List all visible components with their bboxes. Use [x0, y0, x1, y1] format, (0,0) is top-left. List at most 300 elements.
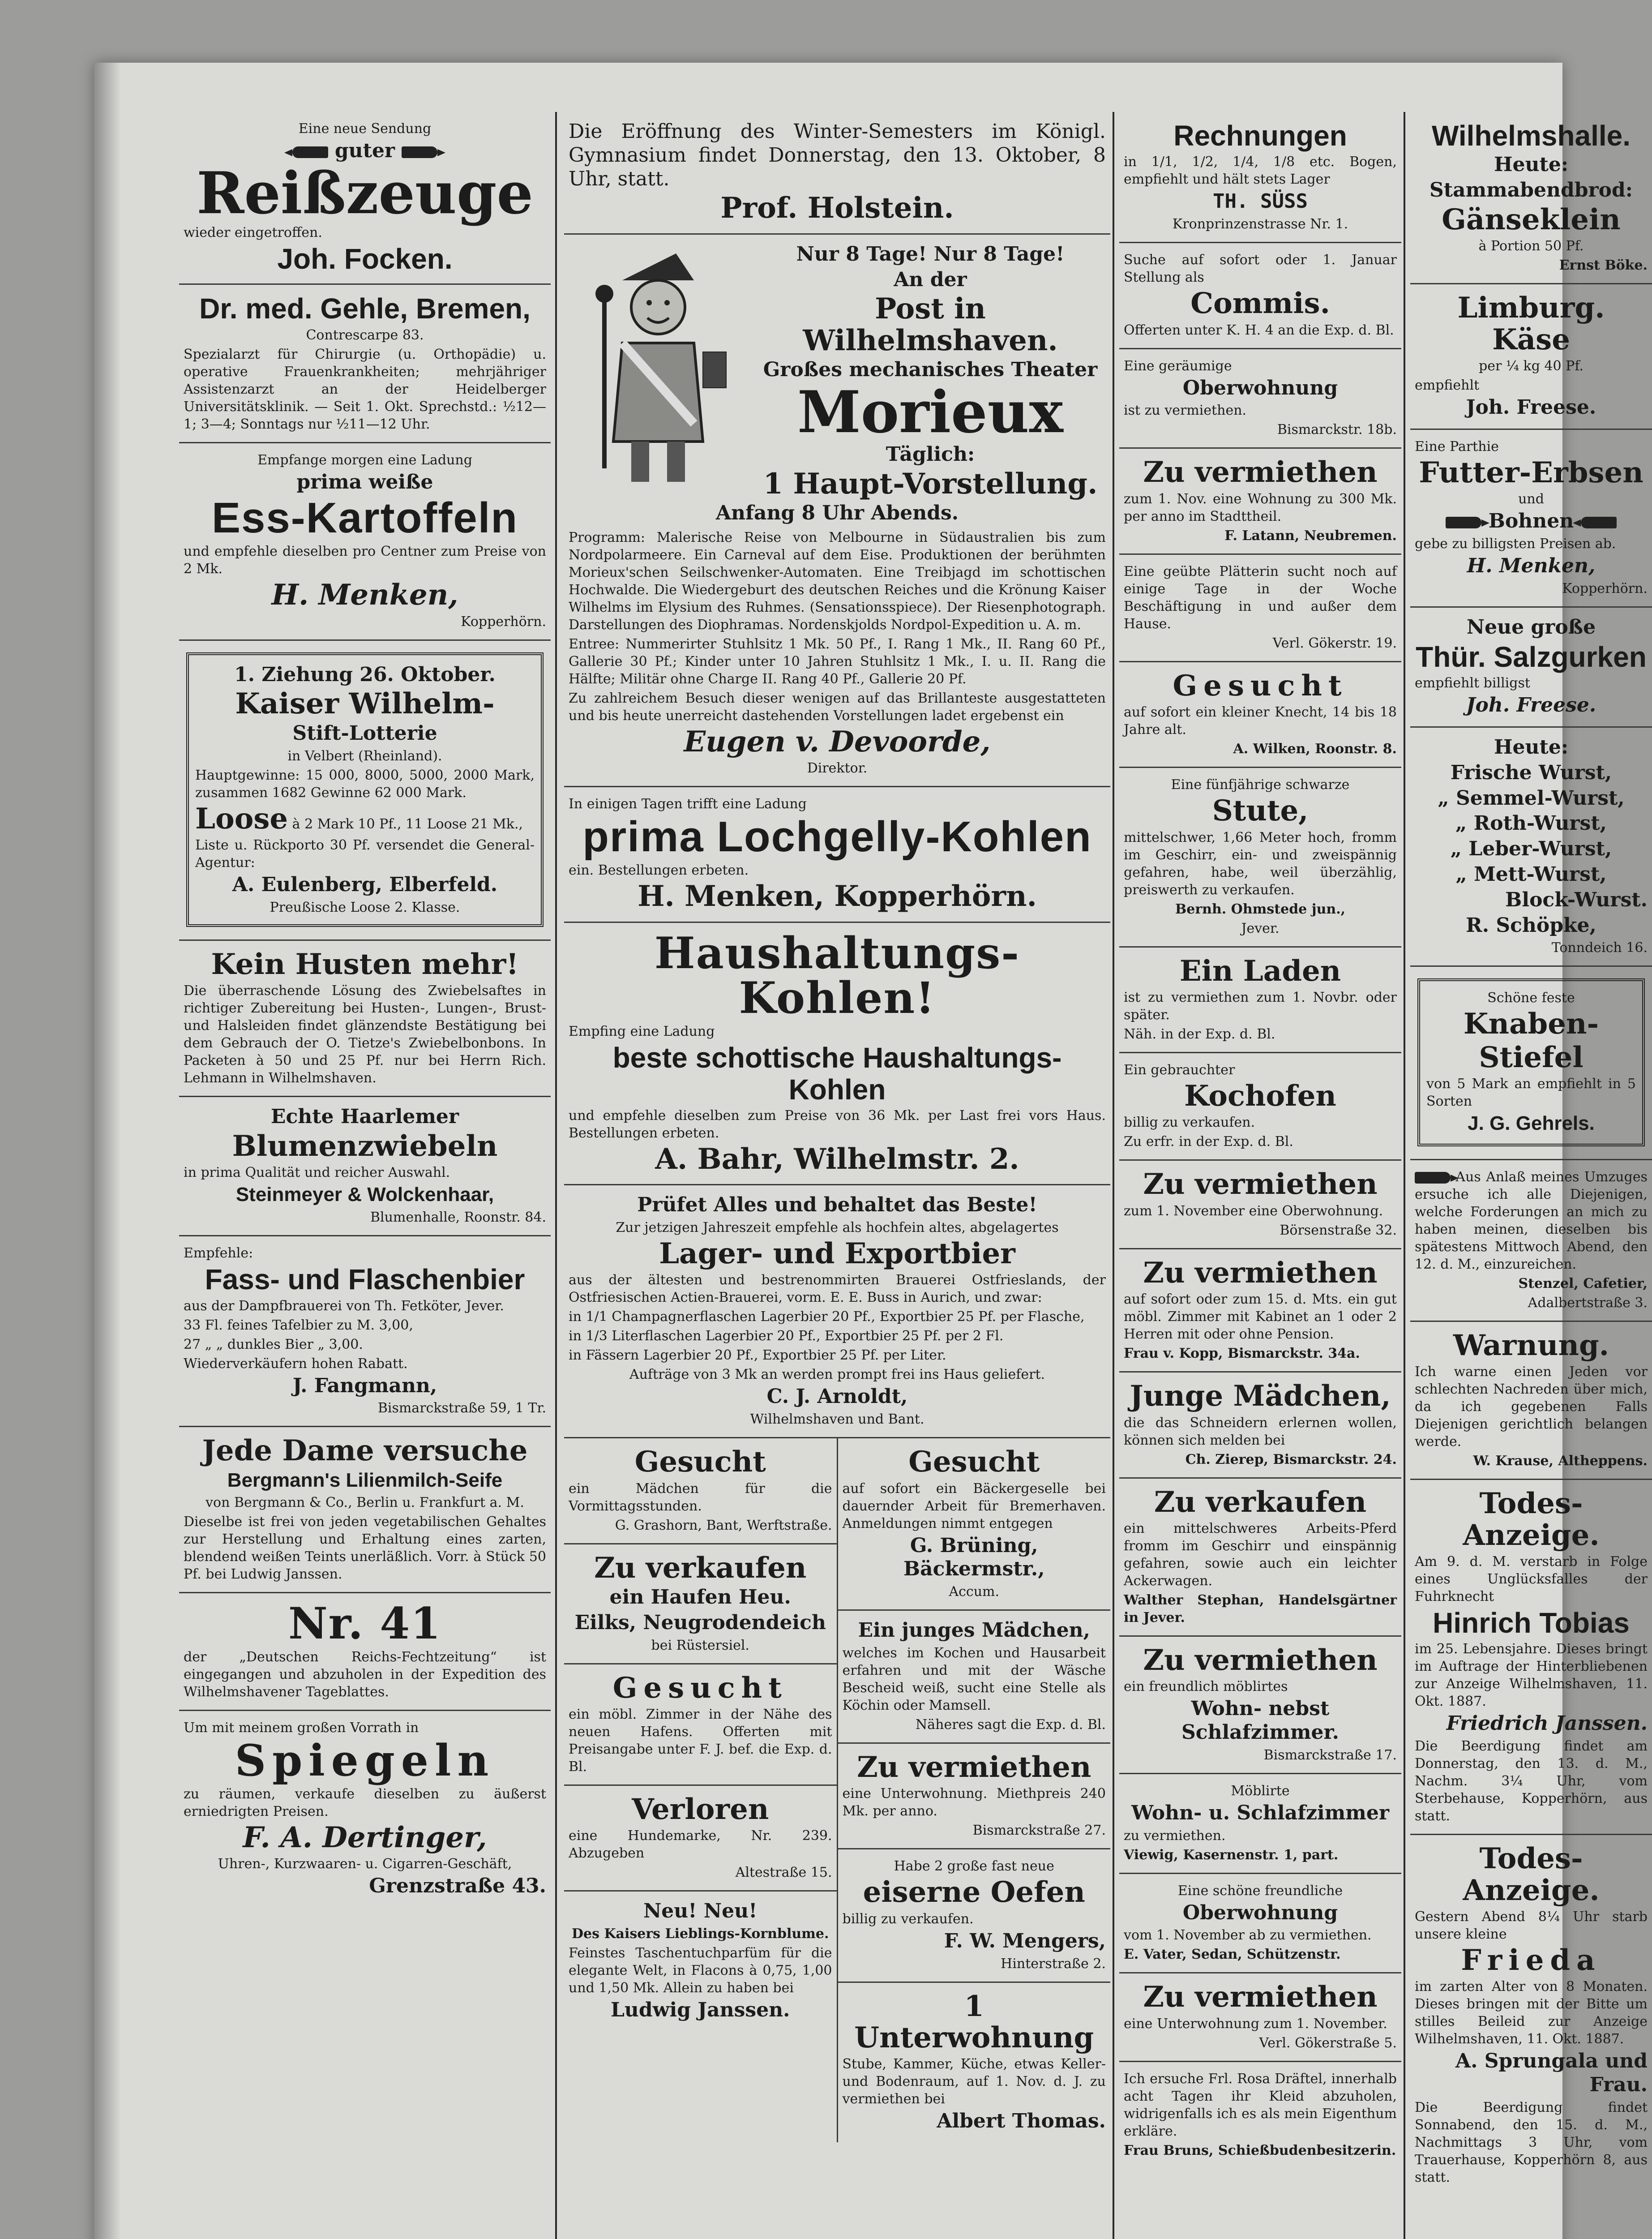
ad-text: Bismarckstraße 17. — [1263, 1747, 1397, 1763]
ad-text: Schöne feste — [1487, 990, 1575, 1006]
ad-text: guter — [334, 139, 395, 162]
ad-text: Eine geübte Plätterin sucht noch auf einige Tage in der Woche Beschäftigung in und außer dem Hause. — [1124, 563, 1397, 632]
ad-name: Hinrich Tobias — [1433, 1607, 1630, 1639]
ad-text: Ich warne einen Jeden vor schlechten Nachreden über mich, da ich gegebenen Falls Diejenigen gerichtlich belangen werde. — [1415, 1364, 1648, 1450]
ad-text: Habe 2 große fast neue — [894, 1858, 1054, 1874]
subcolumn-left — [564, 1438, 837, 2142]
ad-title: Blumenzwiebeln — [232, 1129, 498, 1163]
jester-figure-illustration — [569, 244, 748, 495]
ad-text: 33 Fl. feines Tafelbier zu M. 3,00, — [184, 1317, 413, 1333]
ad-gehle — [179, 285, 551, 443]
ad-text: Um mit meinem großen Vorrath in — [184, 1720, 419, 1736]
column-2 — [564, 112, 1110, 2239]
ad-title: Zu vermiethen — [1143, 1643, 1378, 1677]
ad-zv4 — [1119, 1637, 1401, 1774]
ad-name: Joh. Freese. — [1466, 694, 1596, 717]
ad-name: Eugen v. Devoorde, — [684, 725, 991, 759]
ad-text: Grenzstraße 43. — [369, 1874, 546, 1898]
ad-name: A. Bahr, Wilhelmstr. 2. — [655, 1142, 1019, 1176]
ad-husten — [179, 941, 551, 1097]
ad-text: à 2 Mark 10 Pf., 11 Loose 21 Mk., — [292, 816, 523, 832]
ad-text: eine Hundemarke, Nr. 239. Abzugeben — [569, 1828, 832, 1862]
ad-text: Eine fünfjährige schwarze — [1171, 777, 1350, 793]
ad-title: Kochofen — [1184, 1079, 1336, 1113]
ad-text: ein. Bestellungen erbeten. — [569, 862, 749, 879]
ad-stute — [1119, 768, 1401, 947]
ad-text: Börsenstraße 32. — [1280, 1222, 1397, 1238]
ad-title: Bohnen — [1488, 510, 1574, 533]
ad-text: eine Unterwohnung. Miethpreis 240 Mk. per anno. — [842, 1786, 1106, 1819]
ad-name: H. Menken, — [271, 578, 458, 612]
ad-text: Aus Anlaß meines Umzuges ersuche ich alle Diejenigen, welche Forderungen an mich zu haben meinen, dieselben bis spätestens Mittwoch Abend, den 12. d. M., einzureichen. — [1415, 1169, 1648, 1272]
ad-text: in 1/3 Literflaschen Lagerbier 20 Pf., Exportbier 25 Pf. per 2 Fl. — [569, 1328, 1004, 1344]
ad-kochofen — [1119, 1053, 1401, 1161]
ad-title: Junge Mädchen, — [1130, 1379, 1391, 1413]
ad-text: und — [1518, 491, 1544, 507]
ad-name: F. A. Dertinger, — [243, 1821, 487, 1855]
ad-title: Dr. med. Gehle, Bremen, — [199, 292, 531, 325]
ad-haushalt — [564, 923, 1110, 1186]
ad-text: ein möbl. Zimmer in der Nähe des neuen Hafens. Offerten mit Preisangabe unter F. J. bef. die Exp. d. Bl. — [569, 1707, 832, 1775]
ad-text: Die Beerdigung findet am Donnerstag, den 13. d. M., Nachm. 3¼ Uhr, vom Sterbehause, Kopperhörn, aus statt. — [1415, 1738, 1648, 1824]
ad-text: Contrescarpe 83. — [306, 327, 424, 343]
ad-plaetterin — [1119, 555, 1401, 662]
ad-name: Frieda — [1461, 1943, 1601, 1977]
ad-text: vom 1. November ab zu vermiethen. — [1124, 1927, 1372, 1943]
ad-text: auf sofort oder zum 15. d. Mts. ein gut möbl. Zimmer mit Kabinet an 1 oder 2 Herren mit oder ohne Pension. — [1124, 1291, 1397, 1343]
ad-bier — [179, 1236, 551, 1427]
column-rule — [1404, 112, 1405, 2239]
ad-title: Gesucht — [908, 1445, 1040, 1479]
ad-text: empfiehlt — [1415, 377, 1480, 394]
ad-text: Neue große — [1466, 615, 1596, 639]
ad-text: billig zu verkaufen. — [1124, 1115, 1255, 1131]
ad-text: zum 1. Nov. eine Wohnung zu 300 Mk. per anno im Stadttheil. — [1124, 491, 1397, 524]
ad-text: von 5 Mark an empfiehlt in 5 Sorten — [1426, 1076, 1636, 1110]
ad-title: Loose — [195, 802, 288, 836]
ad-text: 1. Ziehung 26. Oktober. — [234, 663, 496, 686]
ad-reisszeuge — [179, 112, 551, 285]
ad-title: Gesucht — [1173, 669, 1348, 703]
ad-title: 1 Haupt-Vorstellung. — [763, 467, 1098, 501]
ad-text: In einigen Tagen trifft eine Ladung — [569, 796, 807, 812]
ad-text: Nur 8 Tage! Nur 8 Tage! — [796, 242, 1065, 266]
ad-title: Zu vermiethen — [1143, 1980, 1378, 2014]
ad-blumen — [179, 1097, 551, 1236]
ad-kornblume — [564, 1892, 837, 2031]
ad-title: Gesucht — [612, 1671, 788, 1705]
stiefel-box — [1417, 978, 1645, 1146]
jester-figure-image — [569, 244, 748, 495]
ad-heu — [564, 1544, 837, 1664]
ad-text: Tonndeich 16. — [1551, 940, 1648, 956]
ad-title: Futter-Erbsen — [1419, 455, 1643, 489]
ad-text: Blumenhalle, Roonstr. 84. — [370, 1210, 546, 1226]
ad-theater — [564, 235, 1110, 788]
ad-tod1 — [1410, 1480, 1652, 1835]
ad-text: Stube, Kammer, Küche, etwas Keller- und Bodenraum, auf 1. Nov. d. J. zu vermiethen bei — [842, 2056, 1106, 2107]
ad-text: der „Deutschen Reichs-Fechtzeitung“ ist eingegangen und abzuholen in der Expedition des Wilhelmshavener Tageblattes. — [184, 1649, 546, 1700]
ad-title: Ein Laden — [1179, 954, 1341, 988]
ad-text: Stift-Lotterie — [292, 721, 437, 745]
ad-text: Zu erfr. in der Exp. d. Bl. — [1124, 1134, 1293, 1150]
ad-line — [1415, 510, 1648, 533]
ad-text: ein Haufen Heu. — [609, 1586, 791, 1609]
ad-name: Frau Bruns, Schießbudenbesitzerin. — [1124, 2142, 1396, 2158]
ad-text: Suche auf sofort oder 1. Januar Stellung als — [1124, 252, 1397, 286]
newspaper-page — [94, 63, 1648, 2239]
column-rule — [1113, 112, 1114, 2239]
ad-name: TH. SÜSS — [1213, 190, 1308, 213]
ad-name: Steinmeyer & Wolckenhaar, — [235, 1184, 494, 1206]
column-4 — [1410, 112, 1652, 2239]
ad-knecht — [1119, 662, 1401, 768]
ad-name: Friedrich Janssen. — [1446, 1712, 1648, 1735]
ad-title: Gesucht — [634, 1445, 766, 1479]
ad-text: Liste u. Rückporto 30 Pf. versendet die General-Agentur: — [195, 837, 535, 871]
ad-text: ist zu vermiethen zum 1. Novbr. oder später. — [1124, 989, 1397, 1023]
ad-anlass — [1410, 1160, 1652, 1322]
ad-title: Verloren — [632, 1793, 769, 1827]
ad-text: Offerten unter K. H. 4 an die Exp. d. Bl. — [1124, 322, 1394, 338]
ad-text: prima weiße — [296, 470, 433, 493]
ad-text: Dieselbe ist frei von jeden vegetabilischen Gehaltes zur Herstellung und Erhaltung eines zarten, blendend weißen Teints unerläßlich. Vorr. à Stück 50 Pf. bei Ludwig Janssen. — [184, 1514, 546, 1583]
ad-text: bei Rüstersiel. — [651, 1637, 749, 1653]
ad-zimmer — [564, 1664, 837, 1786]
ad-text: und empfehle dieselben pro Centner zum Preise von 2 Mk. — [184, 544, 546, 577]
ad-text: Empfange morgen eine Ladung — [257, 452, 472, 468]
wurst-item: „ Mett-Wurst, — [1455, 862, 1607, 886]
ad-text: in 1/1, 1/2, 1/4, 1/8 etc. Bogen, empfiehlt und hält stets Lager — [1124, 154, 1397, 188]
ad-text: von Bergmann & Co., Berlin u. Frankfurt a. M. — [205, 1495, 524, 1511]
ad-name: Albert Thomas. — [937, 2110, 1106, 2133]
ad-title: Zu vermiethen — [857, 1750, 1091, 1784]
ad-text: Die Beerdigung findet Sonnabend, den 15. d. M., Nachmittags 3 Uhr, vom Trauerhause, Kopperhörn 8, aus statt. — [1415, 2100, 1648, 2185]
ad-kaese — [1410, 284, 1652, 430]
subcolumn-right — [837, 1438, 1111, 2142]
ad-text: Preußische Loose 2. Klasse. — [270, 899, 460, 915]
ad-name: W. Krause, Altheppens. — [1473, 1453, 1648, 1469]
ad-name: G. Brüning, Bäckermstr., — [903, 1534, 1045, 1581]
ad-text: ein Mädchen für die Vormittagsstunden. — [569, 1480, 832, 1514]
wurst-item: „ Leber-Wurst, — [1450, 837, 1612, 861]
ad-kartoffeln — [179, 443, 551, 641]
ad-zv2 — [1119, 1161, 1401, 1249]
ad-text: Eine neue Sendung — [298, 121, 432, 137]
ad-text: Kopperhörn. — [1562, 580, 1648, 596]
ad-title: Lager- und Exportbier — [659, 1237, 1015, 1271]
ad-title: Todes-Anzeige. — [1463, 1487, 1600, 1552]
ad-text: Großes mechanisches Theater — [763, 358, 1098, 382]
ad-text: Näh. in der Exp. d. Bl. — [1124, 1026, 1275, 1042]
ad-name: J. Fangmann, — [292, 1374, 437, 1397]
ad-text: die das Schneidern erlernen wollen, können sich melden bei — [1124, 1415, 1397, 1448]
ad-text: ein mittelschweres Arbeits-Pferd fromm im Geschirr und einspännig gefahren, sowie auch ein leichter Ackerwagen. — [1124, 1520, 1397, 1589]
ad-text: Anfang 8 Uhr Abends. — [715, 502, 959, 525]
ad-text: Täglich: — [886, 442, 975, 466]
ad-text: Bismarckstraße 27. — [972, 1823, 1106, 1839]
ad-text: Gestern Abend 8¼ Uhr starb unsere kleine — [1415, 1909, 1648, 1943]
ad-gymnasium — [564, 112, 1110, 235]
pointing-hand-icon — [1415, 1172, 1451, 1184]
ad-text: in Velbert (Rheinland). — [287, 748, 442, 764]
ad-zv3 — [1119, 1249, 1401, 1373]
ad-title: Thür. Salzgurken — [1416, 640, 1647, 673]
ad-text: Stammabendbrod: — [1429, 179, 1633, 202]
ad-title: Stiefel — [1479, 1040, 1584, 1074]
ad-ober — [1119, 349, 1401, 449]
ad-exportbier — [564, 1185, 1110, 1438]
column-rule — [555, 112, 557, 2239]
ad-name: A. Wilken, Roonstr. 8. — [1233, 741, 1397, 757]
ad-moebl — [1119, 1774, 1401, 1874]
ad-title: Zu vermiethen — [1143, 1256, 1378, 1290]
ad-title: Wohn- u. Schlafzimmer — [1131, 1801, 1390, 1824]
ad-name: J. G. Gehrels. — [1468, 1112, 1595, 1135]
ad-laden — [1119, 948, 1401, 1053]
ad-text: ein freundlich möblirtes — [1124, 1679, 1288, 1695]
ad-text: zum 1. November eine Oberwohnung. — [1124, 1203, 1383, 1219]
ad-commis — [1119, 243, 1401, 349]
wurst-item: „ Semmel-Wurst, — [1438, 786, 1625, 810]
ad-name: Joh. Freese. — [1466, 396, 1596, 419]
ad-unterw2 — [838, 1983, 1111, 2143]
ad-text: Eine Parthie — [1415, 438, 1499, 455]
ad-text: Am 9. d. M. verstarb in Folge eines Unglücksfalles der Fuhrknecht — [1415, 1554, 1648, 1605]
ad-text: An der — [894, 268, 967, 291]
ad-schneidern — [1119, 1373, 1401, 1478]
ad-name: Bernh. Ohmstede jun., — [1175, 901, 1346, 917]
ad-text: Hauptgewinne: 15 000, 8000, 5000, 2000 Mark, zusammen 1682 Gewinne 62 000 Mark. — [195, 767, 535, 801]
ad-text: Heute: — [1494, 153, 1569, 176]
pointing-hand-icon — [402, 146, 437, 158]
ad-verloren — [564, 1786, 837, 1892]
ad-name: G. Grashorn, Bant, Werftstraße. — [615, 1517, 832, 1533]
ad-title: Prüfet Alles und behaltet das Beste! — [637, 1193, 1037, 1217]
ad-text: aus der Dampfbrauerei von Th. Fetköter, Jever. — [184, 1298, 504, 1314]
ad-title: Todes-Anzeige. — [1463, 1842, 1600, 1907]
pointing-hand-icon — [292, 146, 328, 158]
ad-title: Spiegeln — [235, 1735, 495, 1786]
ad-text: Direktor. — [807, 760, 868, 776]
ad-text: Heute: — [1494, 735, 1569, 759]
ad-name: Stenzel, Cafetier, — [1518, 1275, 1648, 1291]
ad-title: Zu vermiethen — [1143, 455, 1378, 489]
ad-title: Stute, — [1212, 794, 1309, 828]
ad-text: Möblirte — [1231, 1783, 1290, 1799]
ad-text: Ein gebrauchter — [1124, 1062, 1235, 1078]
ad-title: Post in Wilhelmshaven. — [803, 292, 1058, 357]
ad-text: Zur jetzigen Jahreszeit empfehle als hochfein altes, abgelagertes — [616, 1220, 1059, 1236]
ad-title: Zu verkaufen — [1154, 1485, 1367, 1519]
column-3 — [1119, 112, 1401, 2239]
ad-title: Fass- und Flaschenbier — [205, 1263, 525, 1296]
ad-text: in prima Qualität und reicher Auswahl. — [184, 1165, 450, 1181]
ad-text: Accum. — [949, 1584, 1000, 1600]
ad-text: Kopperhörn. — [461, 613, 546, 630]
ad-text: Empfing eine Ladung — [569, 1024, 715, 1040]
ad-gesucht2 — [838, 1438, 1111, 1611]
ad-title: Kaiser Wilhelm- — [235, 687, 495, 721]
ad-text: Zu zahlreichem Besuch dieser wenigen auf das Brillanteste ausgestatteten und bis heute unerreicht dastehenden Vorstellungen ladet ergebenst ein — [569, 690, 1106, 724]
ad-text: gebe zu billigsten Preisen ab. — [1415, 536, 1616, 552]
ad-text: 27 „ „ dunkles Bier „ 3,00. — [184, 1336, 363, 1352]
ad-title: Commis. — [1190, 287, 1330, 321]
ad-lotterie — [179, 641, 551, 941]
ad-text: ist zu vermiethen. — [1124, 403, 1247, 419]
ad-text: mittelschwer, 1,66 Meter hoch, fromm im Geschirr, ein- und zweispännig gefahren, habe, weil überzählig, preiswerth zu verkaufen. — [1124, 829, 1397, 898]
ad-wurst — [1410, 728, 1652, 967]
ad-text: auf sofort ein Bäckergeselle bei dauernder Arbeit für Bremerhaven. Anmeldungen nimmt entgegen — [842, 1480, 1106, 1531]
ad-text: Spezialarzt für Chirurgie (u. Orthopädie) u. operative Frauenkrankheiten; mehrjähriger Assistenzarzt an der Heidelberger Universitätsklinik. — Seit 1. Okt. Sprechstd.: ½12—1; 3—4; Sonntags nur ½11—12 Uhr. — [184, 346, 546, 432]
ad-title: prima Lochgelly-Kohlen — [582, 813, 1092, 861]
lotterie-box — [186, 652, 544, 927]
ad-text: eine Unterwohnung zum 1. November. — [1124, 2016, 1387, 2032]
ad-spiegeln — [179, 1711, 551, 1907]
ad-rechnungen — [1119, 112, 1401, 243]
ad-title: Zu vermiethen — [1143, 1167, 1378, 1201]
ad-line — [1415, 1168, 1648, 1273]
ad-text: im 25. Lebensjahre. Dieses bringt im Auftrage der Hinterbliebenen zur Anzeige Wilhelmshaven, 11. Okt. 1887. — [1415, 1641, 1648, 1710]
ad-name: Eilks, Neugrodendeich — [574, 1611, 826, 1634]
ad-title: Nr. 41 — [288, 1598, 441, 1649]
ad-title: Jede Dame versuche — [202, 1434, 528, 1468]
ad-text: Aufträge von 3 Mk an werden prompt frei ins Haus geliefert. — [629, 1367, 1045, 1383]
ad-text: Entree: Nummerirter Stuhlsitz 1 Mk. 50 Pf., I. Rang 1 Mk., II. Rang 60 Pf., Gallerie 30 Pf.; Kinder unter 10 Jahren Stuhlsitz 1 Mk., I. u. II. Rang die Hälfte; Militär ohne Charge II. Rang 40 Pf., Gallerie 20 Pf. — [569, 636, 1106, 687]
ad-text: Hinterstraße 2. — [1001, 1956, 1106, 1972]
ad-name: F. W. Mengers, — [944, 1929, 1106, 1952]
ad-text: Bergmann's Lilienmilch-Seife — [227, 1469, 503, 1491]
ad-name: Frau v. Kopp, Bismarckstr. 34a. — [1124, 1346, 1360, 1362]
ad-oefen — [838, 1849, 1111, 1982]
ad-title: Rechnungen — [1173, 120, 1347, 152]
ad-text: Wohn- nebst Schlafzimmer. — [1181, 1697, 1339, 1744]
ad-text: Programm: Malerische Reise von Melbourne in Südaustralien bis zum Nordpolarmeere. Ein Carneval auf dem Eise. Produktionen der berühmten Morieux'schen Seilschwenker-Automaten. Eine Treibjagd im schottischen Hochwalde. Die Wiedergeburt des deutschen Reiches und die Krönung Kaiser Wilhelms im Elysium des Ruhmes. (Sensationsspiece). Der Riesenphotograph. Darstellungen des Diophramas. Nordenskjolds Nordpol-Expedition u. A. m. — [569, 529, 1106, 633]
ad-name: Ludwig Janssen. — [610, 1999, 790, 2022]
ad-text: per ¼ kg 40 Pf. — [1479, 358, 1584, 374]
ad-name: Walther Stephan, Handelsgärtner in Jever. — [1124, 1592, 1397, 1626]
column-1 — [179, 112, 551, 2239]
ad-text: Verl. Gökerstr. 19. — [1272, 635, 1397, 651]
ad-line — [195, 803, 535, 835]
ad-name: R. Schöpke, — [1466, 914, 1596, 937]
ad-text: Bismarckstraße 59, 1 Tr. — [377, 1400, 546, 1416]
wurst-item: Frische Wurst, — [1450, 761, 1612, 784]
ad-name: E. Vater, Sedan, Schützenstr. — [1124, 1947, 1341, 1963]
two-col-block — [564, 1438, 1110, 2142]
ad-text: Eine schöne freundliche — [1177, 1883, 1343, 1899]
ad-name: Ernst Böke. — [1559, 257, 1648, 274]
ad-text: Eine geräumige — [1124, 358, 1232, 374]
wurst-item: „ Roth-Wurst, — [1455, 812, 1607, 835]
ad-title: Zu verkaufen — [594, 1551, 807, 1585]
ad-lochgelly — [564, 787, 1110, 922]
ad-gurken — [1410, 608, 1652, 728]
ad-name: A. Eulenberg, Elberfeld. — [232, 873, 498, 896]
ad-text: Uhren-, Kurzwaaren- u. Cigarren-Geschäft, — [218, 1856, 512, 1872]
ad-tod2 — [1410, 1835, 1652, 2195]
ad-text: Näheres sagt die Exp. d. Bl. — [916, 1717, 1106, 1733]
ad-title: Morieux — [797, 378, 1063, 446]
ad-text: Feinstes Taschentuchparfüm für die elegante Welt, in Flacons à 0,75, 1,00 und 1,50 Mk. Allein zu haben bei — [569, 1945, 832, 1996]
ad-text: und empfehle dieselben zum Preise von 36 Mk. per Last frei vors Haus. Bestellungen erbeten. — [569, 1107, 1106, 1141]
ad-zv1 — [1119, 449, 1401, 554]
ad-title: beste schottische Haushaltungs-Kohlen — [612, 1042, 1062, 1106]
ad-title: Haushaltungs-Kohlen! — [654, 927, 1020, 1024]
ad-title: Oberwohnung — [1182, 1901, 1338, 1924]
ad-text: Empfehle: — [184, 1245, 253, 1261]
ad-wilhelmshalle — [1410, 112, 1652, 284]
ad-title: Gänseklein — [1442, 202, 1621, 236]
ad-text: Wiederverkäufern hohen Rabatt. — [184, 1355, 408, 1372]
ad-title: Wilhelmshalle. — [1432, 120, 1631, 152]
ad-text: Altestraße 15. — [735, 1865, 832, 1881]
ad-text: billig zu verkaufen. — [842, 1911, 974, 1927]
ad-title: Limburg. Käse — [1457, 291, 1605, 356]
ad-text: Kronprinzenstrasse Nr. 1. — [1172, 216, 1348, 232]
ad-nr41 — [179, 1593, 551, 1711]
ad-text: zu vermiethen. — [1124, 1827, 1226, 1844]
ad-line — [184, 139, 546, 163]
ad-text: Die Eröffnung des Winter-Semesters im Königl. Gymnasium findet Donnerstag, den 13. Oktober, 8 Uhr, statt. — [569, 120, 1106, 190]
ad-title: Kein Husten mehr! — [211, 947, 519, 981]
ad-text: aus der ältesten und bestrenommirten Brauerei Ostfrieslands, der Ostfriesischen Actien-Brauerei, vorm. E. E. Buss in Aurich, und zwar: — [569, 1272, 1106, 1306]
ad-title: Ein junges Mädchen, — [858, 1619, 1090, 1642]
ad-name: A. Sprungala und Frau. — [1455, 2050, 1648, 2097]
ad-erbsen — [1410, 430, 1652, 608]
pointing-hand-icon — [1446, 517, 1481, 528]
ad-ober2 — [1119, 1874, 1401, 1974]
ad-title: Des Kaisers Lieblings-Kornblume. — [572, 1926, 829, 1942]
ad-text: Echte Haarlemer — [270, 1105, 459, 1128]
ad-text: Bismarckstr. 18b. — [1277, 422, 1397, 438]
ad-text: Jever. — [1241, 920, 1280, 936]
ad-text: Wilhelmshaven und Bant. — [750, 1411, 924, 1428]
ad-text: im zarten Alter von 8 Monaten. Dieses bringen mit der Bitte um stilles Beileid zur Anzeige Wilhelmshaven, 11. Okt. 1887. — [1415, 1979, 1648, 2047]
ad-text: à Portion 50 Pf. — [1478, 238, 1584, 254]
ad-title: Knaben- — [1463, 1007, 1599, 1041]
ad-title: 1 Unterwohnung — [854, 1989, 1094, 2055]
ad-text: Die überraschende Lösung des Zwiebelsaftes in richtiger Zubereitung bei Husten-, Lungen-, Brust- und Halsleiden findet glänzendste Bestätigung bei dem Gebrauch der O. Tietze's Zwiebelbonbons. In Packeten à 50 und 25 Pf. nur bei Herrn Rich. Lehmann in Wilhelmshaven. — [184, 983, 546, 1086]
ad-name: Prof. Holstein. — [720, 191, 954, 225]
ad-name: H. Menken, — [1467, 554, 1596, 578]
ad-title: Oberwohnung — [1182, 376, 1338, 399]
ad-name: Ch. Zierep, Bismarckstr. 24. — [1185, 1451, 1397, 1467]
ad-text: in Fässern Lagerbier 20 Pf., Exportbier 25 Pf. per Liter. — [569, 1347, 946, 1364]
ad-gesucht1 — [564, 1438, 837, 1544]
ad-title: eiserne Oefen — [863, 1875, 1085, 1909]
ad-text: Ich ersuche Frl. Rosa Dräftel, innerhalb acht Tagen ihr Kleid abzuholen, widrigenfalls ich es als mein Eigenthum erkläre. — [1124, 2071, 1397, 2139]
ad-text: welches im Kochen und Hausarbeit erfahren und mit der Wäsche Bescheid weiß, sucht eine Stelle als Köchin oder Mamsell. — [842, 1645, 1106, 1714]
ad-rosa — [1119, 2062, 1401, 2168]
ad-stiefel — [1410, 967, 1652, 1160]
ad-text: Adalbertstraße 3. — [1528, 1295, 1648, 1311]
binding-shadow — [94, 63, 121, 2239]
ad-text: auf sofort ein kleiner Knecht, 14 bis 18 Jahre alt. — [1124, 704, 1397, 738]
ad-pferd — [1119, 1479, 1401, 1637]
ad-text: zu räumen, verkaufe dieselben zu äußerst erniedrigten Preisen. — [184, 1786, 546, 1820]
ad-unterwohnung — [838, 1744, 1111, 1849]
ad-name: Joh. Focken. — [277, 242, 453, 275]
ad-zv5 — [1119, 1973, 1401, 2062]
ad-name: Viewig, Kasernenstr. 1, part. — [1124, 1847, 1339, 1863]
ad-dame — [179, 1427, 551, 1593]
ad-title: Reißzeuge — [197, 159, 533, 227]
ad-text: in 1/1 Champagnerflaschen Lagerbier 20 Pf., Exportbier 25 Pf. per Flasche, — [569, 1309, 1085, 1325]
ad-name: C. J. Arnoldt, — [766, 1385, 908, 1408]
ad-maedchen — [838, 1611, 1111, 1744]
ad-warnung — [1410, 1322, 1652, 1480]
